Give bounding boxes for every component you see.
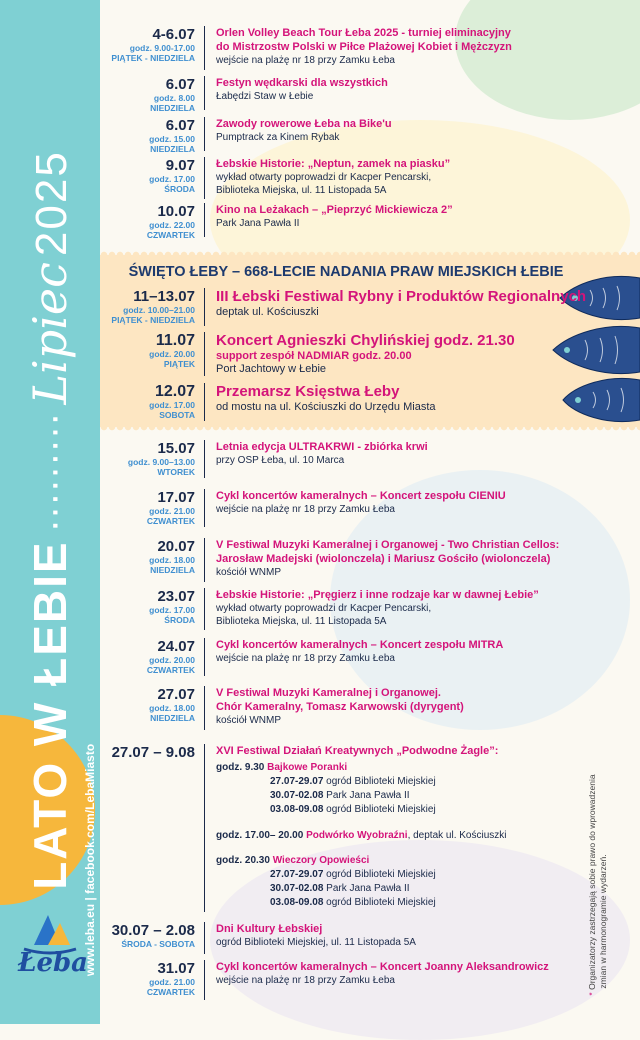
event-text xyxy=(216,588,636,628)
event-title-line2: Chór Kameralny, Tomasz Karwowski (dyrygent) xyxy=(216,701,464,713)
divider xyxy=(204,26,205,70)
schedule-time: godz. 20.30 xyxy=(216,855,270,866)
event-item xyxy=(100,922,640,958)
disclaimer-text: Organizatorzy zastrzegają sobie prawo do wprowadzenia xyxy=(587,774,597,990)
page-title xyxy=(23,150,77,890)
event-item xyxy=(100,26,640,70)
event-date-col xyxy=(100,157,195,194)
festival-heading: ŚWIĘTO ŁEBY – 668-LECIE NADANIA PRAW MIEJSKICH ŁEBIE xyxy=(128,264,564,280)
event-location: wejście na plażę nr 18 przy Zamku Łeba xyxy=(216,975,395,986)
schedule-row xyxy=(270,868,436,881)
disclaimer-line-2: zmian w harmonogramie wydarzeń. xyxy=(598,854,608,989)
event-title: Koncert Agnieszki Chylińskiej godz. 21.30 xyxy=(216,332,515,349)
event-day: CZWARTEK xyxy=(146,516,195,526)
event-location: kościół WNMP xyxy=(216,567,282,578)
event-date-col xyxy=(100,76,195,113)
event-text xyxy=(216,538,636,579)
event-day: NIEDZIELA xyxy=(150,713,195,723)
schedule-place: ogród Biblioteki Miejskiej xyxy=(326,897,436,908)
event-title: Letnia edycja ULTRAKRWI - zbiórka krwi xyxy=(216,441,428,453)
event-day: NIEDZIELA xyxy=(150,565,195,575)
event-location: Port Jachtowy w Łebie xyxy=(216,363,327,375)
event-time: godz. 20.00 xyxy=(149,655,195,665)
event-title: III Łebski Festiwal Rybny i Produktów Regionalnych xyxy=(216,288,587,305)
event-item xyxy=(100,76,640,113)
event-time: godz. 21.00 xyxy=(149,506,195,516)
event-date-col xyxy=(100,638,195,675)
event-time: godz. 17.00 xyxy=(149,174,195,184)
event-text xyxy=(216,203,636,230)
schedule-row xyxy=(270,803,436,816)
event-day: CZWARTEK xyxy=(146,230,195,240)
event-item xyxy=(100,638,640,678)
event-time: godz. 18.00 xyxy=(149,555,195,565)
event-date: 10.07 xyxy=(157,203,195,220)
event-text xyxy=(216,440,636,467)
event-title: Kino na Leżakach – „Pieprzyć Mickiewicza 2” xyxy=(216,204,453,216)
event-text xyxy=(216,117,636,144)
event-time: godz. 21.00 xyxy=(149,977,195,987)
disclaimer-line-1 xyxy=(587,774,598,995)
event-text xyxy=(216,383,636,414)
schedule-row xyxy=(270,896,436,909)
event-item xyxy=(100,588,640,632)
event-time: godz. 9.00–13.00 xyxy=(127,457,195,467)
event-title: Zawody rowerowe Łeba na Bike'u xyxy=(216,118,392,130)
event-date: 24.07 xyxy=(157,638,195,655)
event-date-col xyxy=(100,26,195,63)
event-item xyxy=(100,117,640,154)
divider xyxy=(204,440,205,478)
event-time: godz. 20.00 xyxy=(149,349,195,359)
event-location: od mostu na ul. Kościuszki do Urzędu Miasta xyxy=(216,401,436,413)
event-day: ŚRODA xyxy=(164,184,195,194)
event-location: wejście na plażę nr 18 przy Zamku Łeba xyxy=(216,504,395,515)
schedule-dates: 27.07-29.07 xyxy=(270,869,324,880)
support-label: support zespół xyxy=(216,350,298,362)
event-day: PIĄTEK - NIEDZIELA xyxy=(111,53,195,63)
title-dots: ········· xyxy=(31,412,75,533)
support-time: godz. 20.00 xyxy=(349,350,412,362)
event-title: V Festiwal Muzyki Kameralnej i Organowej - Two Christian Cellos: xyxy=(216,539,560,551)
schedule-dates: 03.08-09.08 xyxy=(270,804,324,815)
event-time: godz. 17.00 xyxy=(149,605,195,615)
event-time: godz. 15.00 xyxy=(149,134,195,144)
divider xyxy=(204,686,205,730)
event-text xyxy=(216,686,636,727)
event-day: NIEDZIELA xyxy=(150,103,195,113)
event-date: 4-6.07 xyxy=(152,26,195,43)
event-item xyxy=(100,288,640,328)
event-date-col xyxy=(100,686,195,723)
event-date-col xyxy=(100,588,195,625)
divider xyxy=(204,638,205,676)
event-item xyxy=(100,203,640,240)
event-support xyxy=(216,350,636,363)
divider xyxy=(204,332,205,376)
event-location: ogród Biblioteki Miejskiej, ul. 11 Listopada 5A xyxy=(216,937,416,948)
event-text xyxy=(216,960,636,987)
event-title: Dni Kultury Łebskiej xyxy=(216,923,323,935)
event-location: Park Jana Pawła II xyxy=(216,218,300,229)
event-title-line2: do Mistrzostw Polski w Piłce Plażowej Kobiet i Mężczyzn xyxy=(216,41,512,53)
event-location: Biblioteka Miejska, ul. 11 Listopada 5A xyxy=(216,185,387,196)
logo-text: Łeba xyxy=(18,948,89,978)
event-day: NIEDZIELA xyxy=(150,144,195,154)
schedule-place: Park Jana Pawła II xyxy=(326,883,410,894)
event-date: 23.07 xyxy=(157,588,195,605)
title-month: Lipiec xyxy=(23,262,77,405)
event-date-col xyxy=(100,538,195,575)
schedule-row xyxy=(270,775,436,788)
event-date: 12.07 xyxy=(154,383,195,400)
divider xyxy=(204,117,205,151)
event-text xyxy=(216,157,636,197)
schedule-time: godz. 9.30 xyxy=(216,762,265,773)
event-day: ŚRODA - SOBOTA xyxy=(121,939,195,949)
event-description: wykład otwarty poprowadzi dr Kacper Pencarski, xyxy=(216,603,432,614)
event-location: wejście na plażę nr 18 przy Zamku Łeba xyxy=(216,55,395,66)
event-date: 27.07 – 9.08 xyxy=(111,744,195,761)
event-text xyxy=(216,744,636,758)
event-title: Łebskie Historie: „Pręgierz i inne rodzaje kar w dawnej Łebie” xyxy=(216,589,539,601)
event-text xyxy=(216,76,636,103)
event-day: SOBOTA xyxy=(159,410,195,420)
event-item xyxy=(100,440,640,480)
schedule-dates: 30.07-02.08 xyxy=(270,790,324,801)
schedule-heading xyxy=(216,854,369,867)
schedule-name: Bajkowe Poranki xyxy=(267,762,348,773)
event-date: 11.07 xyxy=(155,332,195,349)
event-date: 30.07 – 2.08 xyxy=(111,922,195,939)
event-item xyxy=(100,332,640,378)
schedule-place: , deptak ul. Kościuszki xyxy=(407,830,507,841)
event-day: ŚRODA xyxy=(164,615,195,625)
event-date-col xyxy=(100,383,195,420)
event-item xyxy=(100,157,640,199)
event-time: godz. 17.00 xyxy=(149,400,195,410)
title-main: LATO W ŁEBIE xyxy=(24,540,76,890)
event-date-col xyxy=(100,922,195,949)
event-title: Festyn wędkarski dla wszystkich xyxy=(216,77,388,89)
event-time: godz. 10.00–21.00 xyxy=(123,305,195,315)
disclaimer-note xyxy=(587,774,609,995)
event-text xyxy=(216,26,636,67)
event-time: godz. 22.00 xyxy=(149,220,195,230)
event-item xyxy=(100,489,640,529)
event-text xyxy=(216,332,636,376)
sidebar xyxy=(0,0,100,1024)
event-title: V Festiwal Muzyki Kameralnej i Organowej. xyxy=(216,687,441,699)
event-date-col xyxy=(100,288,195,325)
event-title: Orlen Volley Beach Tour Łeba 2025 - turniej eliminacyjny xyxy=(216,27,511,39)
schedule-time: godz. 17.00– 20.00 xyxy=(216,830,304,841)
divider xyxy=(204,588,205,630)
event-location: kościół WNMP xyxy=(216,715,282,726)
schedule-place: ogród Biblioteki Miejskiej xyxy=(326,804,436,815)
event-location: Biblioteka Miejska, ul. 11 Listopada 5A xyxy=(216,616,387,627)
divider xyxy=(204,76,205,110)
event-text xyxy=(216,922,636,949)
event-date: 20.07 xyxy=(157,538,195,555)
event-date: 31.07 xyxy=(157,960,195,977)
schedule-dates: 03.08-09.08 xyxy=(270,897,324,908)
event-location: Łabędzi Staw w Łebie xyxy=(216,91,314,102)
event-title: Cykl koncertów kameralnych – Koncert Joanny Aleksandrowicz xyxy=(216,961,549,973)
event-location: wejście na plażę nr 18 przy Zamku Łeba xyxy=(216,653,395,664)
event-item xyxy=(100,744,640,914)
event-day: PIĄTEK xyxy=(163,359,195,369)
event-date: 11–13.07 xyxy=(133,288,195,305)
event-time: godz. 9.00-17.00 xyxy=(129,43,195,53)
event-title: XVI Festiwal Działań Kreatywnych „Podwodne Żagle”: xyxy=(216,745,499,757)
divider xyxy=(204,489,205,527)
event-item xyxy=(100,686,640,732)
event-item xyxy=(100,960,640,1002)
schedule-heading xyxy=(216,829,507,842)
event-item xyxy=(100,383,640,421)
title-year: 2025 xyxy=(27,150,76,257)
asterisk: * xyxy=(587,992,597,996)
event-text xyxy=(216,288,636,319)
divider xyxy=(204,203,205,237)
event-date-col xyxy=(100,117,195,154)
schedule-name: Podwórko Wyobraźni xyxy=(306,830,408,841)
schedule-row xyxy=(270,789,410,802)
event-day: PIĄTEK - NIEDZIELA xyxy=(111,315,195,325)
schedule-row xyxy=(270,882,410,895)
event-location: Pumptrack za Kinem Rybak xyxy=(216,132,340,143)
event-date-col xyxy=(100,332,195,369)
event-date-col xyxy=(100,744,195,761)
event-title-line2: Jarosław Madejski (wiolonczela) i Mariusz Gościło (wiolonczela) xyxy=(216,553,551,565)
divider xyxy=(204,288,205,326)
divider xyxy=(204,157,205,199)
schedule-place: Park Jana Pawła II xyxy=(326,790,410,801)
event-time: godz. 8.00 xyxy=(153,93,195,103)
event-date: 9.07 xyxy=(165,157,195,174)
event-date: 15.07 xyxy=(157,440,195,457)
event-date-col xyxy=(100,489,195,526)
event-date: 17.07 xyxy=(157,489,195,506)
event-location: deptak ul. Kościuszki xyxy=(216,306,319,318)
schedule-name: Wieczory Opowieści xyxy=(272,855,370,866)
schedule-place: ogród Biblioteki Miejskiej xyxy=(326,869,436,880)
event-date-col xyxy=(100,203,195,240)
event-date: 27.07 xyxy=(157,686,195,703)
event-location: przy OSP Łeba, ul. 10 Marca xyxy=(216,455,345,466)
event-text xyxy=(216,638,636,665)
event-item xyxy=(100,538,640,584)
event-day: WTOREK xyxy=(157,467,195,477)
event-time: godz. 18.00 xyxy=(149,703,195,713)
support-band: NADMIAR xyxy=(297,350,350,362)
schedule-place: ogród Biblioteki Miejskiej xyxy=(326,776,436,787)
divider xyxy=(204,922,205,954)
divider xyxy=(204,383,205,421)
event-date-col xyxy=(100,440,195,477)
divider xyxy=(204,538,205,582)
event-title: Łebskie Historie: „Neptun, zamek na piasku” xyxy=(216,158,451,170)
event-title: Cykl koncertów kameralnych – Koncert zespołu MITRA xyxy=(216,639,504,651)
event-title: Cykl koncertów kameralnych – Koncert zespołu CIENIU xyxy=(216,490,506,502)
schedule-heading xyxy=(216,761,347,774)
event-day: CZWARTEK xyxy=(146,665,195,675)
event-date-col xyxy=(100,960,195,997)
social-links[interactable]: www.leba.eu | facebook.com/LebaMiasto xyxy=(83,743,97,977)
event-date: 6.07 xyxy=(165,117,195,134)
event-description: wykład otwarty poprowadzi dr Kacper Pencarski, xyxy=(216,172,432,183)
event-day: CZWARTEK xyxy=(146,987,195,997)
divider xyxy=(204,960,205,1000)
schedule-dates: 27.07-29.07 xyxy=(270,776,324,787)
divider xyxy=(204,744,205,912)
schedule-dates: 30.07-02.08 xyxy=(270,883,324,894)
event-date: 6.07 xyxy=(165,76,195,93)
event-title: Przemarsz Księstwa Łeby xyxy=(216,383,400,400)
event-text xyxy=(216,489,636,516)
